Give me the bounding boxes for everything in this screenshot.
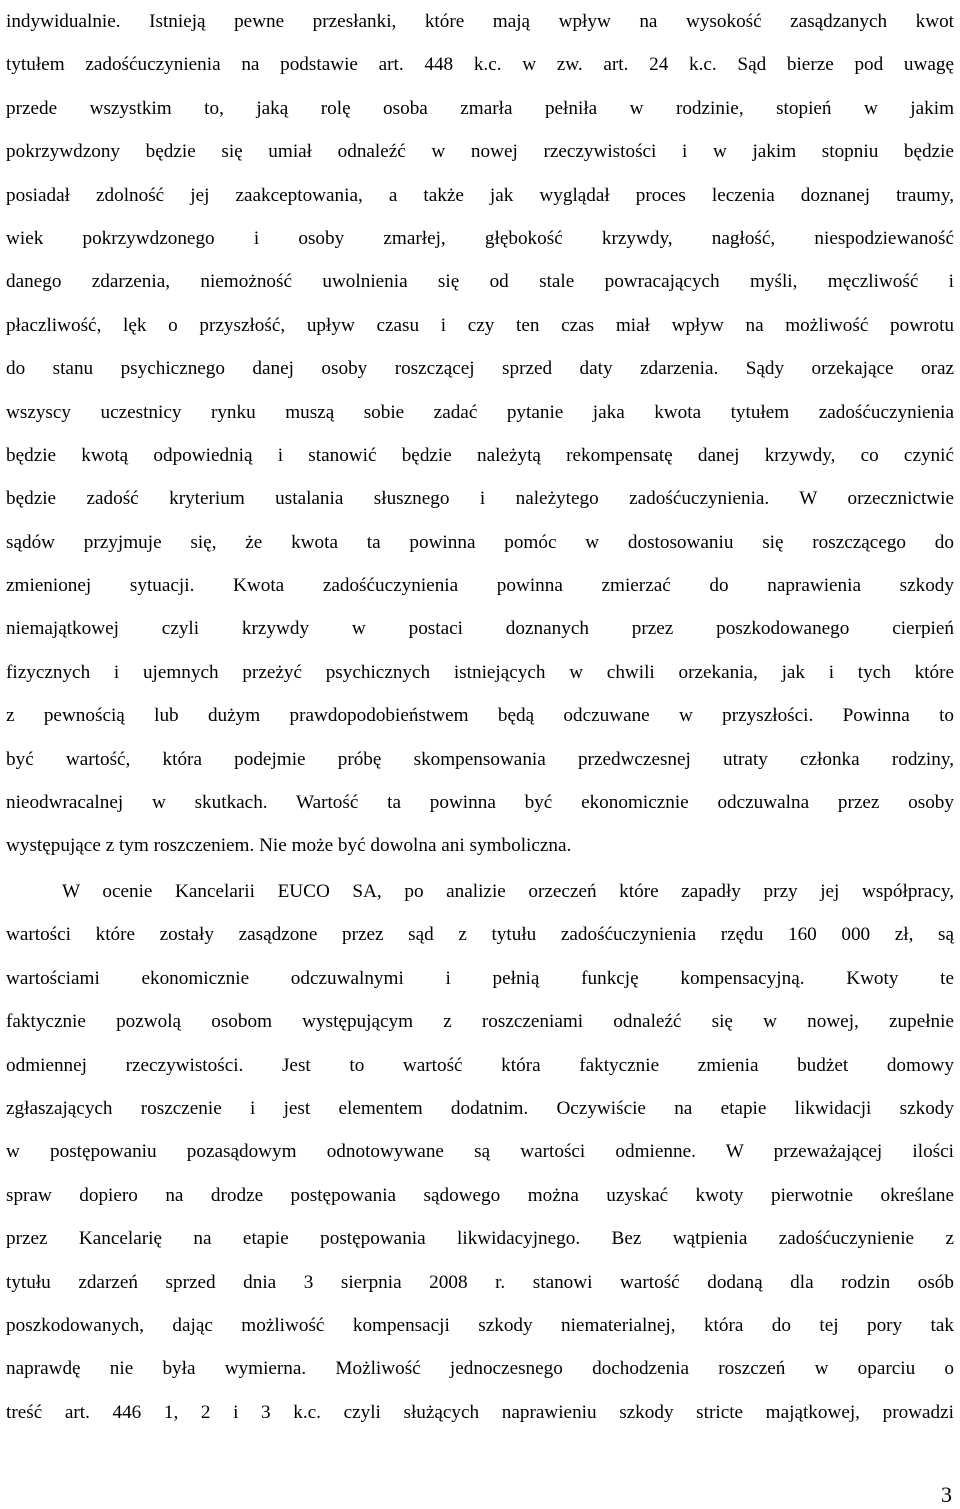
text-line <box>6 738 954 781</box>
text-line <box>6 1130 954 1173</box>
text-line <box>6 1261 954 1304</box>
text-line-content: faktycznie pozwolą osobom występującym z roszczeniami odnaleźć się w nowej, zupełnie <box>6 1011 954 1033</box>
text-line <box>6 694 954 737</box>
page-number: 3 <box>941 1482 952 1507</box>
text-line <box>6 521 954 564</box>
text-line <box>6 607 954 650</box>
text-line <box>6 1174 954 1217</box>
text-line-content: treść art. 446 1, 2 i 3 k.c. czyli służących naprawieniu szkody stricte majątkowej, prowadzi <box>6 1401 954 1423</box>
text-line <box>6 870 954 913</box>
text-line <box>6 477 954 520</box>
text-line-content: będzie kwotą odpowiednią i stanowić będzie należytą rekompensatę danej krzywdy, co czynić <box>6 444 954 466</box>
text-line <box>6 0 954 43</box>
text-line <box>6 391 954 434</box>
text-line-content: tytułem zadośćuczynienia na podstawie art. 448 k.c. w zw. art. 24 k.c. Sąd bierze pod uwagę <box>6 54 954 76</box>
text-line-content: będzie zadość kryterium ustalania słusznego i należytego zadośćuczynienia. W orzecznictwie <box>6 488 954 510</box>
text-line-content: odmiennej rzeczywistości. Jest to wartość która faktycznie zmienia budżet domowy <box>6 1054 954 1076</box>
text-line-content: zgłaszających roszczenie i jest elementem dodatnim. Oczywiście na etapie likwidacji szkody <box>6 1097 954 1119</box>
text-line-content: przez Kancelarię na etapie postępowania likwidacyjnego. Bez wątpienia zadośćuczynienie z <box>6 1228 954 1250</box>
text-line <box>6 217 954 260</box>
text-line <box>6 304 954 347</box>
text-line-content: zmienionej sytuacji. Kwota zadośćuczynienia powinna zmierzać do naprawienia szkody <box>6 575 954 597</box>
text-line-content: sądów przyjmuje się, że kwota ta powinna pomóc w dostosowaniu się roszczącego do <box>6 531 954 553</box>
text-line-content: nieodwracalnej w skutkach. Wartość ta powinna być ekonomicznie odczuwalna przez osoby <box>6 792 954 814</box>
text-line <box>6 1087 954 1130</box>
text-line <box>6 564 954 607</box>
text-line-content: posiadał zdolność jej zaakceptowania, a także jak wyglądał proces leczenia doznanej traumy, <box>6 184 954 206</box>
text-line <box>6 130 954 173</box>
text-line-content: płaczliwość, lęk o przyszłość, upływ czasu i czy ten czas miał wpływ na możliwość powrotu <box>6 314 954 336</box>
text-line-content: danego zdarzenia, niemożność uwolnienia się od stale powracających myśli, męczliwość i <box>6 271 954 293</box>
text-line <box>6 1217 954 1260</box>
text-line <box>6 87 954 130</box>
text-line-content: być wartość, która podejmie próbę skompensowania przedwczesnej utraty członka rodziny, <box>6 748 954 770</box>
text-line-content: wartościami ekonomicznie odczuwalnymi i pełnią funkcję kompensacyjną. Kwoty te <box>6 967 954 989</box>
text-line-content: w postępowaniu pozasądowym odnotowywane są wartości odmienne. W przeważającej ilości <box>6 1141 954 1163</box>
text-line <box>6 913 954 956</box>
text-line <box>6 434 954 477</box>
text-line <box>6 347 954 390</box>
text-line <box>6 824 954 867</box>
text-line-content: wartości które zostały zasądzone przez sąd z tytułu zadośćuczynienia rzędu 160 000 zł, są <box>6 924 954 946</box>
text-line <box>6 174 954 217</box>
text-line-content: pokrzywdzony będzie się umiał odnaleźć w nowej rzeczywistości i w jakim stopniu będzie <box>6 141 954 163</box>
text-line <box>6 957 954 1000</box>
text-line-content: do stanu psychicznego danej osoby roszczącej sprzed daty zdarzenia. Sądy orzekające oraz <box>6 358 954 380</box>
text-line <box>6 781 954 824</box>
text-line <box>6 1044 954 1087</box>
text-line-content: W ocenie Kancelarii EUCO SA, po analizie orzeczeń które zapadły przy jej współpracy, <box>62 881 954 902</box>
text-line <box>6 43 954 86</box>
text-line <box>6 260 954 303</box>
text-line <box>6 1000 954 1043</box>
text-line-content: poszkodowanych, dając możliwość kompensacji szkody niematerialnej, która do tej pory tak <box>6 1314 954 1336</box>
text-line <box>6 1304 954 1347</box>
text-line-content: wiek pokrzywdzonego i osoby zmarłej, głębokość krzywdy, nagłość, niespodziewaność <box>6 227 954 249</box>
paragraph-1 <box>6 0 954 868</box>
text-line-content: tytułu zdarzeń sprzed dnia 3 sierpnia 2008 r. stanowi wartość dodaną dla rodzin osób <box>6 1271 954 1293</box>
text-line-content: spraw dopiero na drodze postępowania sądowego można uzyskać kwoty pierwotnie określane <box>6 1184 954 1206</box>
text-line-content: naprawdę nie była wymierna. Możliwość jednoczesnego dochodzenia roszczeń w oparciu o <box>6 1358 954 1380</box>
text-line-content: fizycznych i ujemnych przeżyć psychicznych istniejących w chwili orzekania, jak i tych które <box>6 661 954 683</box>
paragraph-2 <box>6 870 954 1434</box>
text-line-content: z pewnością lub dużym prawdopodobieństwem będą odczuwane w przyszłości. Powinna to <box>6 705 954 727</box>
text-line <box>6 1347 954 1390</box>
text-line-content: niemajątkowej czyli krzywdy w postaci doznanych przez poszkodowanego cierpień <box>6 618 954 640</box>
text-line-content: indywidualnie. Istnieją pewne przesłanki, które mają wpływ na wysokość zasądzanych kwot <box>6 11 954 32</box>
text-line-content: wszyscy uczestnicy rynku muszą sobie zadać pytanie jaka kwota tytułem zadośćuczynienia <box>6 401 954 423</box>
text-line-content: przede wszystkim to, jaką rolę osoba zmarła pełniła w rodzinie, stopień w jakim <box>6 97 954 119</box>
text-line-content: występujące z tym roszczeniem. Nie może być dowolna ani symboliczna. <box>6 835 572 857</box>
text-line <box>6 1391 954 1434</box>
text-line <box>6 651 954 694</box>
